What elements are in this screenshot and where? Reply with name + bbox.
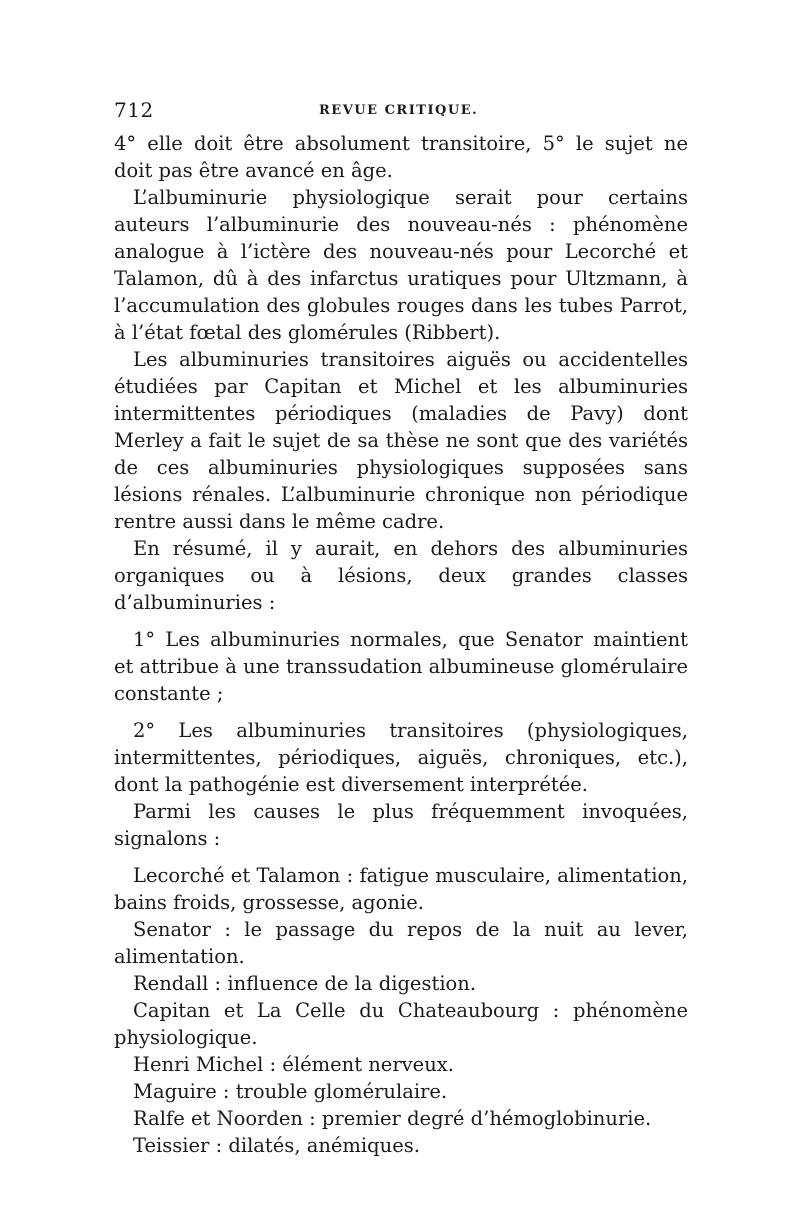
cause-teissier: Teissier : dilatés, anémiques. (133, 1134, 420, 1157)
cause-ralfe-noorden: Ralfe et Noorden : premier degré d’hémoglobinurie. (133, 1107, 652, 1130)
cause-maguire: Maguire : trouble glomérulaire. (133, 1080, 448, 1103)
cause-rendall: Rendall : influence de la digestion. (133, 972, 477, 995)
paragraph-transitory-albuminuria: Les albuminuries transitoires aiguës ou accidentelles étudiées par Capitan et Michel et les albuminuries intermittentes périodiques (maladies de Pavy) dont Merley a fait le sujet de sa thèse ne sont que des variétés de ces albuminuries physiologiques supposées sans lésions rénales. L’albuminurie chronique non périodique rentre aussi dans le même cadre. (114, 348, 688, 533)
cause-lecorche-talamon: Lecorché et Talamon : fatigue musculaire, alimentation, bains froids, grossesse, agonie. (114, 864, 688, 914)
cause-senator: Senator : le passage du repos de la nuit au lever, alimentation. (114, 918, 688, 968)
paragraph-transitory-classes: 2° Les albuminuries transitoires (physiologiques, intermittentes, périodiques, aiguës, chroniques, etc.), dont la pathogénie est diversement interprétée. (114, 719, 688, 796)
paragraph-normal-albuminuria: 1° Les albuminuries normales, que Senator maintient et attribue à une transsudation albumineuse glomérulaire constante ; (114, 628, 688, 705)
running-title: REVUE CRITIQUE. (319, 103, 479, 118)
paragraph-summary: En résumé, il y aurait, en dehors des albuminuries organiques ou à lésions, deux grandes classes d’albuminuries : (114, 537, 688, 614)
paragraph-causes-intro: Parmi les causes le plus fréquemment invoquées, signalons : (114, 800, 688, 850)
page-header (114, 98, 688, 126)
paragraph-criteria-end: 4° elle doit être absolument transitoire, 5° le sujet ne doit pas être avancé en âge. (114, 132, 688, 182)
paragraph-newborn-albuminuria: L’albuminurie physiologique serait pour certains auteurs l’albuminurie des nouveau-nés : phénomène analogue à l’ictère des nouveau-nés pour Lecorché et Talamon, dû à des infarctus uratiques pour Ultzmann, à l’accumulation des globules rouges dans les tubes Parrot, à l’état fœtal des glomérules (Ribbert). (114, 186, 688, 344)
page-number: 712 (114, 98, 154, 122)
cause-henri-michel: Henri Michel : élément nerveux. (133, 1053, 454, 1076)
body-text (114, 130, 688, 1159)
cause-capitan-la-celle: Capitan et La Celle du Chateaubourg : phénomène physiologique. (114, 999, 688, 1049)
